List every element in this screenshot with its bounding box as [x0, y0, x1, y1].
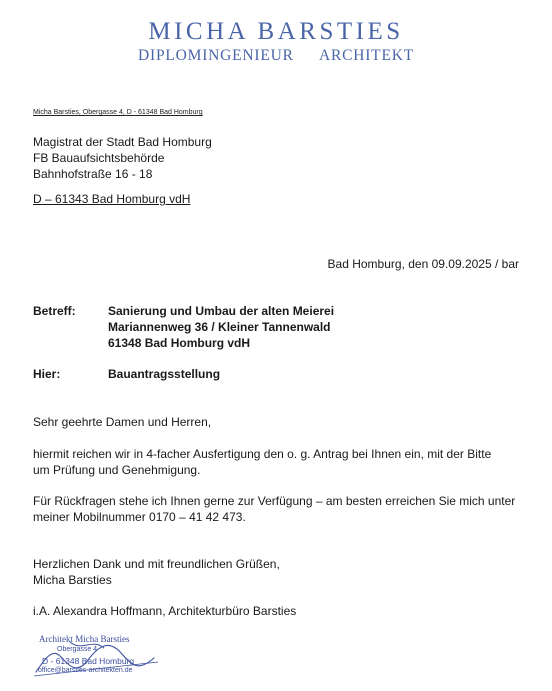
stamp-line-2: Obergasse 4 — [57, 646, 98, 653]
recipient-zip-city: D – 61343 Bad Homburg vdH — [33, 192, 191, 206]
recipient-line-1: Magistrat der Stadt Bad Homburg — [33, 135, 212, 149]
body-paragraph-1-line-2: um Prüfung und Genehmigung. — [33, 463, 201, 477]
closing-line-1: Herzlichen Dank und mit freundlichen Grüßen, — [33, 557, 280, 571]
closing-name: Micha Barsties — [33, 573, 112, 587]
stamp-line-4: office@barsties-architekten.de — [38, 667, 133, 674]
subject-line-3: 61348 Bad Homburg vdH — [108, 336, 251, 350]
body-paragraph-1-line-1: hiermit reichen wir in 4-facher Ausfertigung den o. g. Antrag bei Ihnen ein, mit der Bitte — [33, 447, 492, 461]
company-stamp — [30, 630, 180, 685]
subject-line-2: Mariannenweg 36 / Kleiner Tannenwald — [108, 320, 331, 334]
salutation: Sehr geehrte Damen und Herren, — [33, 415, 212, 429]
subject-label: Betreff: — [33, 304, 76, 318]
body-paragraph-2-line-2: meiner Mobilnummer 0170 – 41 42 473. — [33, 510, 246, 524]
here-label: Hier: — [33, 367, 61, 381]
sender-address-line: Micha Barsties, Obergasse 4, D - 61348 Bad Homburg — [33, 109, 203, 116]
recipient-line-2: FB Bauaufsichtsbehörde — [33, 151, 165, 165]
recipient-line-3: Bahnhofstraße 16 - 18 — [33, 167, 153, 181]
date-line: Bad Homburg, den 09.09.2025 / bar — [327, 257, 519, 271]
subject-line-1: Sanierung und Umbau der alten Meierei — [108, 304, 335, 318]
stamp-line-3: D - 61348 Bad Homburg — [42, 656, 135, 666]
here-text: Bauantragsstellung — [108, 367, 221, 381]
stamp-line-1: Architekt Micha Barsties — [39, 634, 130, 644]
letterhead-title: DIPLOMINGENIEUR ARCHITEKT — [138, 47, 414, 64]
body-paragraph-2-line-1: Für Rückfragen stehe ich Ihnen gerne zur Verfügung – am besten erreichen Sie mich unter — [33, 494, 516, 508]
signature-line: i.A. Alexandra Hoffmann, Architekturbüro Barsties — [33, 604, 297, 618]
letterhead-name: MICHA BARSTIES — [148, 18, 404, 45]
